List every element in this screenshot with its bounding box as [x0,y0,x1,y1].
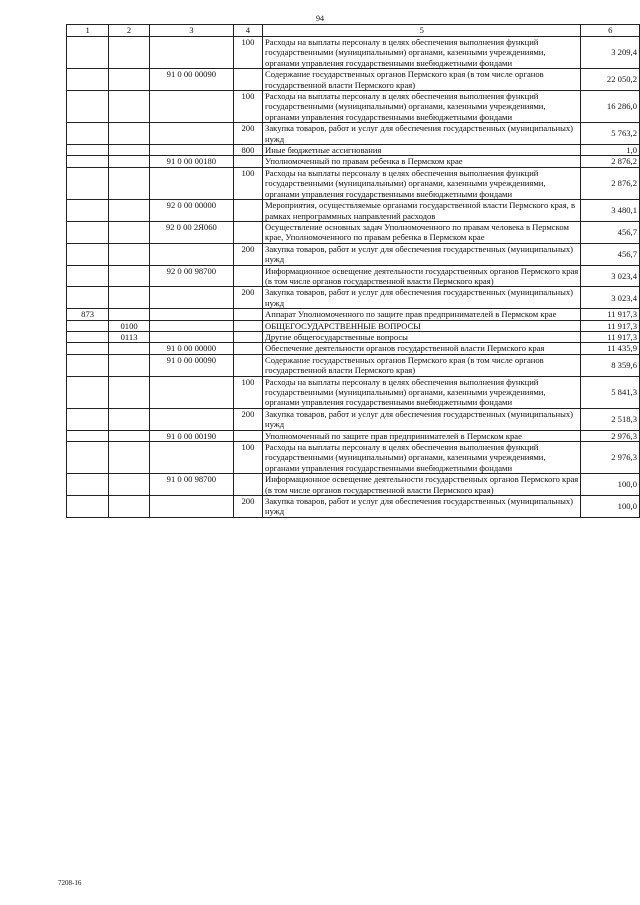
col-header-3: 3 [149,25,233,37]
ministry-code-cell [67,265,109,287]
section-code-cell: 0113 [109,331,150,342]
target-article-cell: 92 0 00 00000 [149,200,233,222]
section-code-cell [109,343,150,354]
expense-type-cell [233,474,262,496]
ministry-code-cell [67,376,109,408]
target-article-cell: 91 0 00 00180 [149,156,233,167]
description-cell: ОБЩЕГОСУДАРСТВЕННЫЕ ВОПРОСЫ [263,320,581,331]
expense-type-cell [233,343,262,354]
section-code-cell [109,243,150,265]
ministry-code-cell [67,221,109,243]
ministry-code-cell [67,156,109,167]
target-article-cell [149,37,233,69]
amount-cell: 2 876,2 [581,167,640,199]
expense-type-cell: 100 [233,376,262,408]
ministry-code-cell [67,320,109,331]
description-cell: Мероприятия, осуществляемые органами государственной власти Пермского края, в рамках непрограммных направлений расходов [263,200,581,222]
ministry-code-cell [67,408,109,430]
amount-cell: 3 480,1 [581,200,640,222]
ministry-code-cell [67,91,109,123]
section-code-cell: 0100 [109,320,150,331]
target-article-cell [149,309,233,320]
ministry-code-cell [67,123,109,145]
description-cell: Закупка товаров, работ и услуг для обеспечения государственных (муниципальных) нужд [263,408,581,430]
table-row [67,309,640,320]
description-cell: Информационное освещение деятельности государственных органов Пермского края (в том числе органов государственной власти Пермского края) [263,265,581,287]
expense-type-cell: 200 [233,496,262,518]
amount-cell: 3 209,4 [581,37,640,69]
ministry-code-cell [67,37,109,69]
section-code-cell [109,376,150,408]
table-row [67,123,640,145]
ministry-code-cell [67,167,109,199]
col-header-4: 4 [233,25,262,37]
description-cell: Закупка товаров, работ и услуг для обеспечения государственных (муниципальных) нужд [263,496,581,518]
amount-cell: 2 876,2 [581,156,640,167]
expense-type-cell: 100 [233,167,262,199]
amount-cell: 100,0 [581,496,640,518]
amount-cell: 456,7 [581,243,640,265]
expense-type-cell: 200 [233,408,262,430]
ministry-code-cell [67,200,109,222]
table-row [67,376,640,408]
amount-cell: 11 917,3 [581,331,640,342]
description-cell: Аппарат Уполномоченного по защите прав предпринимателей в Пермском крае [263,309,581,320]
section-code-cell [109,156,150,167]
col-header-6: 6 [581,25,640,37]
description-cell: Информационное освещение деятельности государственных органов Пермского края (в том числе органов государственной власти Пермского края) [263,474,581,496]
expense-type-cell [233,430,262,441]
expense-type-cell [233,331,262,342]
amount-cell: 3 023,4 [581,287,640,309]
description-cell: Закупка товаров, работ и услуг для обеспечения государственных (муниципальных) нужд [263,287,581,309]
amount-cell: 3 023,4 [581,265,640,287]
expense-type-cell: 100 [233,37,262,69]
amount-cell: 2 518,3 [581,408,640,430]
expense-type-cell [233,200,262,222]
amount-cell: 11 917,3 [581,309,640,320]
description-cell: Закупка товаров, работ и услуг для обеспечения государственных (муниципальных) нужд [263,243,581,265]
table-row [67,343,640,354]
footer-code: 7208-16 [58,879,82,887]
table-row [67,167,640,199]
ministry-code-cell [67,69,109,91]
ministry-code-cell [67,145,109,156]
section-code-cell [109,309,150,320]
table-row [67,430,640,441]
section-code-cell [109,430,150,441]
table-row [67,442,640,474]
col-header-2: 2 [109,25,150,37]
target-article-cell: 91 0 00 00090 [149,354,233,376]
section-code-cell [109,37,150,69]
ministry-code-cell [67,430,109,441]
budget-table [66,24,640,518]
expense-type-cell [233,156,262,167]
table-row [67,243,640,265]
section-code-cell [109,265,150,287]
table-row [67,221,640,243]
column-number-row [67,25,640,37]
description-cell: Расходы на выплаты персоналу в целях обеспечения выполнения функций государственными (муниципальными) органами, казенными учреждениями, органами управления государственными внебюджетными фондами [263,91,581,123]
target-article-cell [149,287,233,309]
amount-cell: 11 435,9 [581,343,640,354]
description-cell: Расходы на выплаты персоналу в целях обеспечения выполнения функций государственными (муниципальными) органами, казенными учреждениями, органами управления государственными внебюджетными фондами [263,37,581,69]
section-code-cell [109,145,150,156]
ministry-code-cell [67,243,109,265]
table-row [67,69,640,91]
amount-cell: 456,7 [581,221,640,243]
target-article-cell [149,145,233,156]
table-row [67,320,640,331]
amount-cell: 100,0 [581,474,640,496]
expense-type-cell: 200 [233,243,262,265]
description-cell: Закупка товаров, работ и услуг для обеспечения государственных (муниципальных) нужд [263,123,581,145]
target-article-cell [149,91,233,123]
target-article-cell: 92 0 00 2Я060 [149,221,233,243]
section-code-cell [109,496,150,518]
ministry-code-cell [67,496,109,518]
amount-cell: 5 841,3 [581,376,640,408]
section-code-cell [109,69,150,91]
expense-type-cell [233,265,262,287]
description-cell: Уполномоченный по защите прав предпринимателей в Пермском крае [263,430,581,441]
expense-type-cell [233,354,262,376]
amount-cell: 11 917,3 [581,320,640,331]
description-cell: Содержание государственных органов Пермского края (в том числе органов государственной власти Пермского края) [263,354,581,376]
section-code-cell [109,474,150,496]
target-article-cell: 91 0 00 00090 [149,69,233,91]
ministry-code-cell [67,474,109,496]
target-article-cell: 91 0 00 98700 [149,474,233,496]
table-row [67,354,640,376]
description-cell: Расходы на выплаты персоналу в целях обеспечения выполнения функций государственными (муниципальными) органами, казенными учреждениями, органами управления государственными внебюджетными фондами [263,376,581,408]
table-row [67,265,640,287]
target-article-cell [149,442,233,474]
section-code-cell [109,200,150,222]
table-row [67,37,640,69]
table-row [67,496,640,518]
target-article-cell [149,408,233,430]
table-row [67,331,640,342]
target-article-cell [149,496,233,518]
amount-cell: 22 050,2 [581,69,640,91]
ministry-code-cell [67,354,109,376]
table-row [67,145,640,156]
amount-cell: 5 763,2 [581,123,640,145]
col-header-5: 5 [263,25,581,37]
expense-type-cell: 100 [233,442,262,474]
target-article-cell: 91 0 00 00000 [149,343,233,354]
amount-cell: 1,0 [581,145,640,156]
expense-type-cell [233,309,262,320]
description-cell: Расходы на выплаты персоналу в целях обеспечения выполнения функций государственными (муниципальными) органами, казенными учреждениями, органами управления государственными внебюджетными фондами [263,167,581,199]
section-code-cell [109,354,150,376]
section-code-cell [109,123,150,145]
section-code-cell [109,91,150,123]
table-row [67,287,640,309]
ministry-code-cell [67,287,109,309]
target-article-cell: 91 0 00 00190 [149,430,233,441]
description-cell: Другие общегосударственные вопросы [263,331,581,342]
target-article-cell: 92 0 00 98700 [149,265,233,287]
target-article-cell [149,376,233,408]
expense-type-cell: 200 [233,287,262,309]
table-row [67,408,640,430]
ministry-code-cell [67,343,109,354]
ministry-code-cell [67,442,109,474]
amount-cell: 2 976,3 [581,430,640,441]
section-code-cell [109,221,150,243]
description-cell: Иные бюджетные ассигнования [263,145,581,156]
description-cell: Содержание государственных органов Пермского края (в том числе органов государственной власти Пермского края) [263,69,581,91]
description-cell: Осуществление основных задач Уполномоченного по правам человека в Пермском крае, Уполномоченного по правам ребенка в Пермском крае [263,221,581,243]
page-number: 94 [316,14,324,23]
target-article-cell [149,331,233,342]
expense-type-cell: 100 [233,91,262,123]
description-cell: Обеспечение деятельности органов государственной власти Пермского края [263,343,581,354]
section-code-cell [109,287,150,309]
target-article-cell [149,167,233,199]
table-row [67,156,640,167]
expense-type-cell [233,69,262,91]
expense-type-cell [233,221,262,243]
ministry-code-cell: 873 [67,309,109,320]
table-row [67,200,640,222]
amount-cell: 2 976,3 [581,442,640,474]
description-cell: Расходы на выплаты персоналу в целях обеспечения выполнения функций государственными (муниципальными) органами, казенными учреждениями, органами управления государственными внебюджетными фондами [263,442,581,474]
target-article-cell [149,320,233,331]
col-header-1: 1 [67,25,109,37]
expense-type-cell: 800 [233,145,262,156]
expense-type-cell: 200 [233,123,262,145]
table-body [67,37,640,518]
section-code-cell [109,167,150,199]
table-row [67,474,640,496]
target-article-cell [149,243,233,265]
section-code-cell [109,408,150,430]
amount-cell: 16 286,0 [581,91,640,123]
amount-cell: 8 359,6 [581,354,640,376]
expense-type-cell [233,320,262,331]
description-cell: Уполномоченный по правам ребенка в Пермском крае [263,156,581,167]
section-code-cell [109,442,150,474]
ministry-code-cell [67,331,109,342]
table-row [67,91,640,123]
target-article-cell [149,123,233,145]
